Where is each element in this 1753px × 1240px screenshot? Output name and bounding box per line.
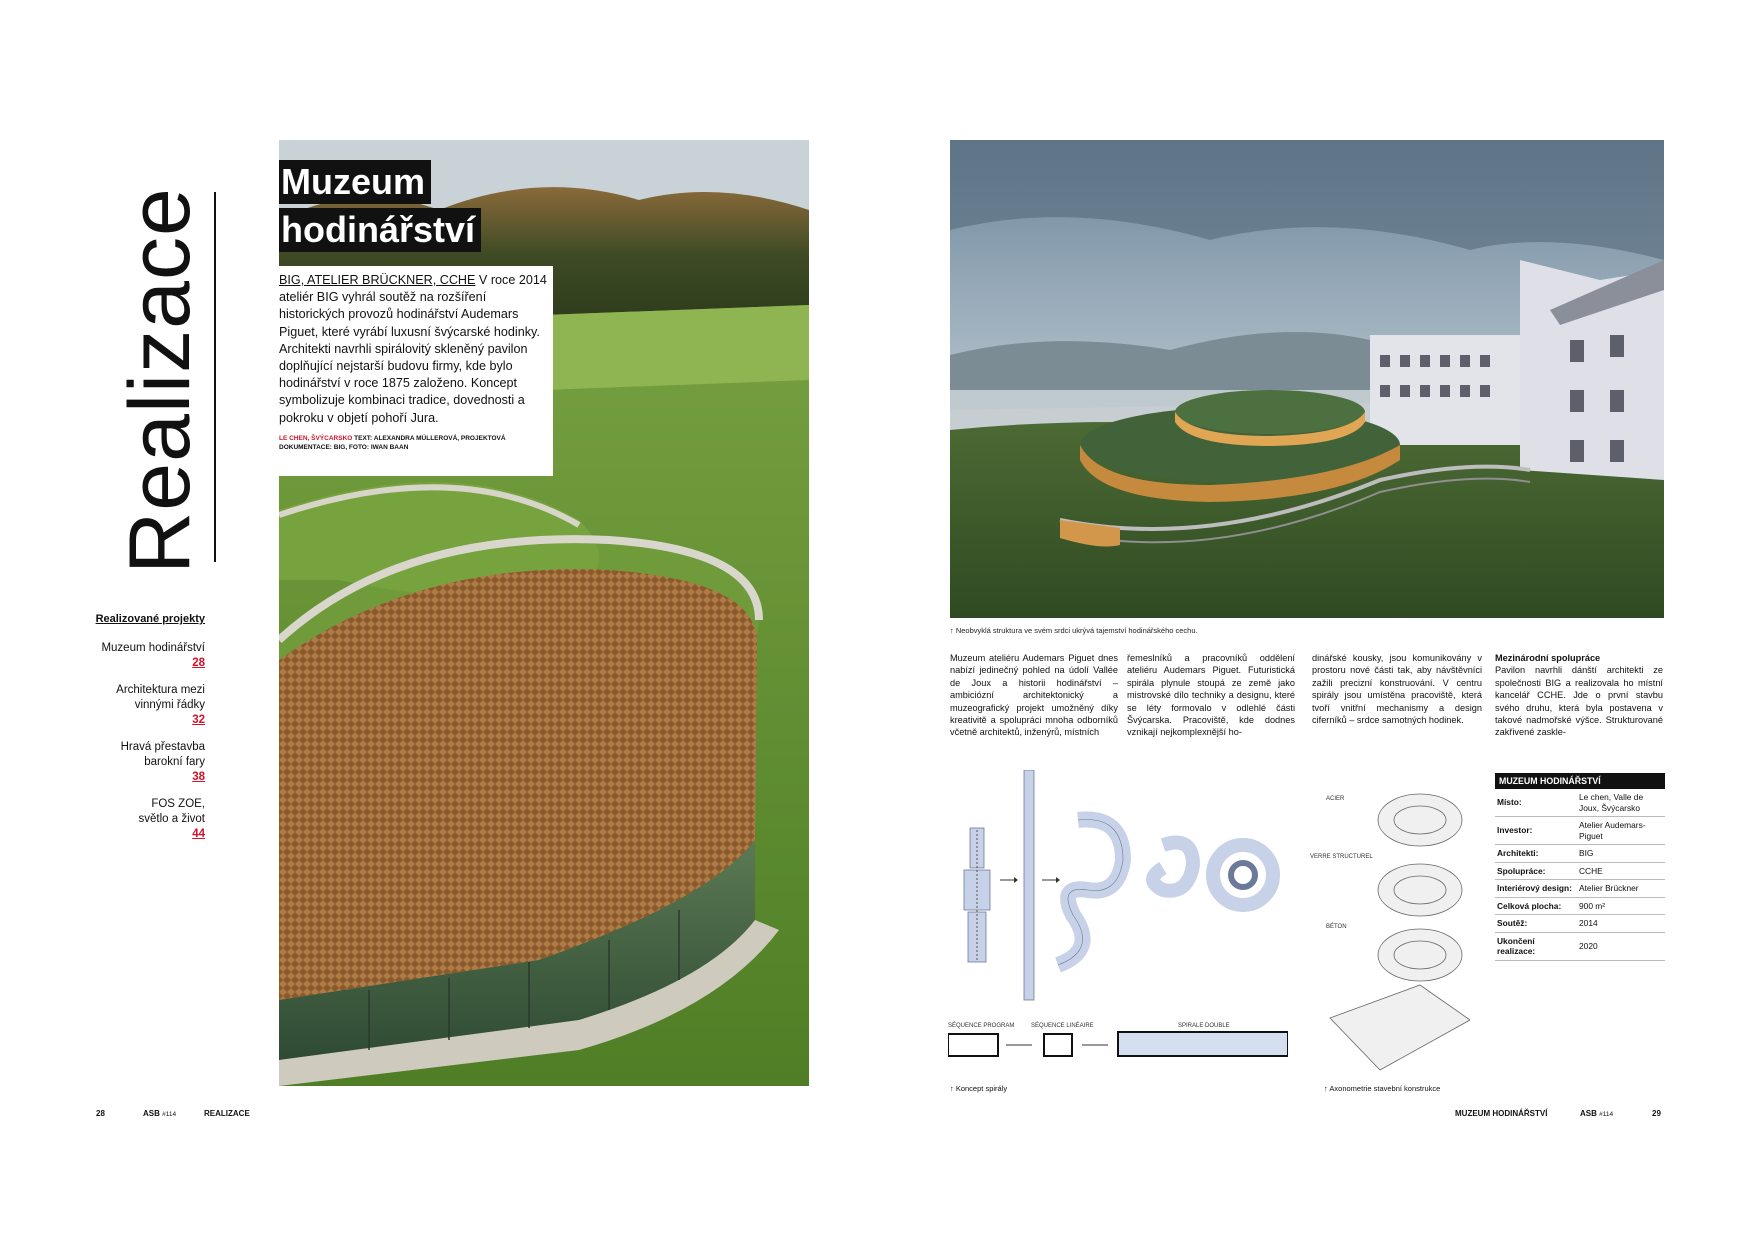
subheading: Mezinárodní spolupráce — [1495, 653, 1601, 663]
sidebar-item[interactable]: Hravá přestavba barokní fary 38 — [120, 741, 205, 783]
spiral-concept-diagram — [948, 770, 1288, 1070]
credits: LE CHEN, ŠVÝCARSKO TEXT: ALEXANDRA MÜLLEROVÁ, PROJEKTOVÁ DOKUMENTACE: BIG, FOTO: IWAN BAAN — [279, 434, 506, 451]
table-row: Celková plocha: 900 m² — [1495, 897, 1665, 915]
sidebar-item[interactable]: Muzeum hodinářství 28 — [101, 642, 205, 669]
section-title: Realizace — [111, 186, 208, 574]
sidebar-item[interactable]: FOS ZOE, světlo a život 44 — [138, 798, 205, 840]
body-column-1: Muzeum ateliéru Audemars Piguet dnes nabízí jedinečný pohled na údolí Vallée de Joux a historii hodinářství – ambiciózní architektonický a muzeografický projekt umožněný díky kreativitě a spolupráci mnoha odborníků včetně architektů, inženýrů, místních — [950, 653, 1118, 738]
project-info-table — [1495, 773, 1665, 961]
axo-caption: ↑ Axonometrie stavební konstrukce — [1324, 1084, 1441, 1093]
table-row: Architekti: BIG — [1495, 845, 1665, 863]
table-row: Ukončení realizace: 2020 — [1495, 932, 1665, 960]
intro-text: V roce 2014 ateliér BIG vyhrál soutěž na rozšíření historických provozů hodinářství Audemars Piguet, které vyrábí luxusní švýcarské hodinky. Architekti navrhli spirálovitý skleněný pavilon doplňující nejstarší budovu firmy, kde bylo hodinářství v roce 1875 založeno. Koncept symbolizuje kombinaci tradice, dovednosti a pokroku v objetí pohoří Jura. — [279, 273, 547, 425]
svg-text:BÉTON: BÉTON — [1326, 924, 1347, 930]
body-column-2: řemeslníků a pracovníků oddělení ateliéru Audemars Piguet. Futuristická spirála plynule stoupá ze země jako mistrovské dílo techniky a designu, které se léty formovalo v odlehlé části Švýcarska. Pracoviště, kde dodnes vznikají nejkomplexnější ho- — [1127, 653, 1295, 738]
footer-mag-left: ASB #114 — [143, 1109, 177, 1118]
footer-section-right: MUZEUM HODINÁŘSTVÍ — [1455, 1109, 1548, 1118]
table-row: Soutěž: 2014 — [1495, 915, 1665, 933]
svg-text:ACIER: ACIER — [1326, 796, 1345, 802]
svg-text:SPIRALE DOUBLE: SPIRALE DOUBLE — [1178, 1023, 1230, 1029]
sidebar-heading: Realizované projekty — [95, 613, 205, 625]
sidebar-projects — [60, 612, 205, 854]
title-line-1: Muzeum — [279, 160, 431, 204]
photo-caption: ↑ Neobvyklá struktura ve svém srdci ukrývá tajemství hodinářského cechu. — [950, 626, 1198, 635]
spiral-caption: ↑ Koncept spirály — [950, 1084, 1008, 1093]
article-title — [279, 160, 481, 256]
authors: BIG, ATELIER BRÜCKNER, CCHE — [279, 273, 476, 287]
svg-text:SÉQUENCE LINÉAIRE: SÉQUENCE LINÉAIRE — [1031, 1023, 1094, 1029]
table-row: Místo: Le chen, Valle de Joux, Švýcarsko — [1495, 789, 1665, 817]
footer-section-left: REALIZACE — [204, 1109, 250, 1118]
page-number-right: 29 — [1652, 1109, 1661, 1118]
body-column-3: dinářské kousky, jsou komunikovány v prostoru nové části tak, aby návštěvníci zažili precizní konstruování. V centru spirály jsou umístěna pracoviště, která tvoří vnitřní mechanismy a design ciferníků – srdce samotných hodinek. — [1312, 653, 1482, 726]
table-row: Spolupráce: CCHE — [1495, 862, 1665, 880]
body-column-4: Mezinárodní spolupráce Pavilon navrhli dánští architekti ze společnosti BIG a realizovala ho místní kancelář CCHE. Jde o první stavbu svého druhu, která byla postavena v takové nadmořské výšce. Strukturované zakřivené zaskle- — [1495, 653, 1663, 738]
museum-landscape-photo — [950, 140, 1664, 618]
table-row: Investor: Atelier Audemars-Piguet — [1495, 817, 1665, 845]
section-rule — [214, 192, 216, 562]
info-title: MUZEUM HODINÁŘSTVÍ — [1495, 773, 1665, 789]
svg-text:SÉQUENCE PROGRAM: SÉQUENCE PROGRAM — [948, 1023, 1015, 1029]
title-line-2: hodinářství — [279, 208, 481, 252]
svg-text:VERRE STRUCTUREL: VERRE STRUCTUREL — [1310, 854, 1373, 860]
sidebar-item[interactable]: Architektura mezi vinnými řádky 32 — [116, 684, 205, 726]
intro-box — [279, 266, 553, 476]
footer-mag-right: ASB #114 — [1580, 1109, 1614, 1118]
page-number-left: 28 — [96, 1109, 105, 1118]
table-row: Interiérový design: Atelier Brückner — [1495, 880, 1665, 898]
axonometric-diagram — [1310, 780, 1470, 1080]
